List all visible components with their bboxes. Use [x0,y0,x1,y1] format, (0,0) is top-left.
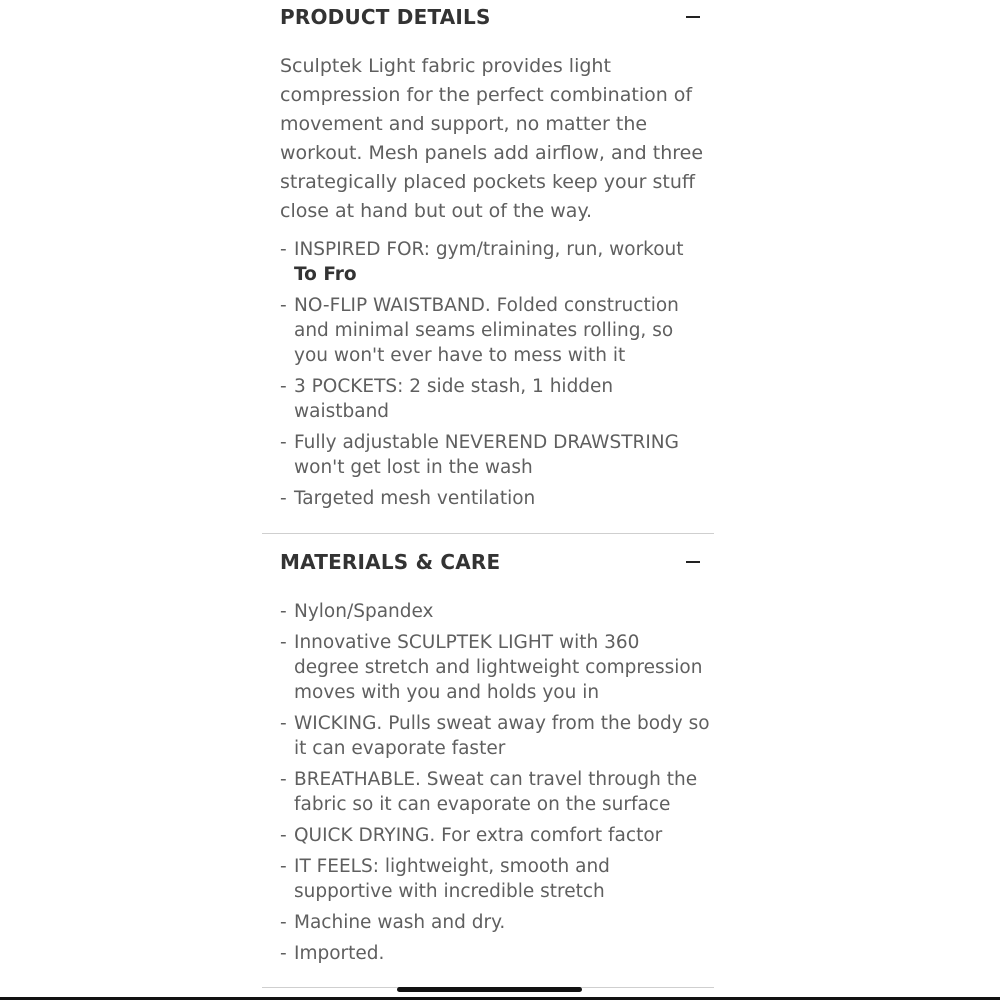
materials-care-collapse-button[interactable] [670,547,700,577]
product-details-title: PRODUCT DETAILS [280,5,491,29]
list-item [280,374,710,424]
materials-care-list [280,599,710,972]
product-details-header[interactable] [280,0,700,34]
list-item-text: INSPIRED FOR: gym/training, run, workout [294,239,684,260]
list-item [280,941,710,966]
list-item [280,711,710,761]
home-indicator[interactable] [397,987,582,992]
list-item-text: Targeted mesh ventilation [294,488,536,509]
list-item-text: BREATHABLE. Sweat can travel through the fabric so it can evaporate on the surface [294,769,698,815]
list-item-text: Fully adjustable NEVEREND DRAWSTRING won't get lost in the wash [294,432,679,478]
list-item [280,237,710,287]
list-item-text: IT FEELS: lightweight, smooth and supportive with incredible stretch [294,856,610,902]
list-item [280,630,710,705]
product-description: Sculptek Light fabric provides light compression for the perfect combination of movement and support, no matter the workout. Mesh panels add airflow, and three strategically placed pockets keep your stuff close at hand but out of the way. [280,55,704,222]
list-item-text: Nylon/Spandex [294,601,434,622]
materials-care-title: MATERIALS & CARE [280,550,501,574]
list-item-text: NO-FLIP WAISTBAND. Folded construction and minimal seams eliminates rolling, so you won't ever have to mess with it [294,295,679,366]
product-details-list [280,237,710,517]
list-item [280,599,710,624]
minus-icon [686,16,700,18]
list-item [280,430,710,480]
minus-icon [686,561,700,563]
list-item-text: WICKING. Pulls sweat away from the body so it can evaporate faster [294,713,710,759]
list-item [280,823,710,848]
list-item-text: Innovative SCULPTEK LIGHT with 360 degree stretch and lightweight compression moves with you and holds you in [294,632,703,703]
list-item [280,767,710,817]
list-item-text: Machine wash and dry. [294,912,506,933]
product-details-collapse-button[interactable] [670,2,700,32]
list-item [280,293,710,368]
list-item-text: QUICK DRYING. For extra comfort factor [294,825,663,846]
list-item [280,910,710,935]
list-item-text: Imported. [294,943,385,964]
list-item-bold-text: To Fro [294,264,357,285]
list-item [280,854,710,904]
list-item [280,486,710,511]
materials-care-header[interactable] [280,545,700,579]
list-item-text: 3 POCKETS: 2 side stash, 1 hidden waistband [294,376,614,422]
section-divider [262,533,714,534]
